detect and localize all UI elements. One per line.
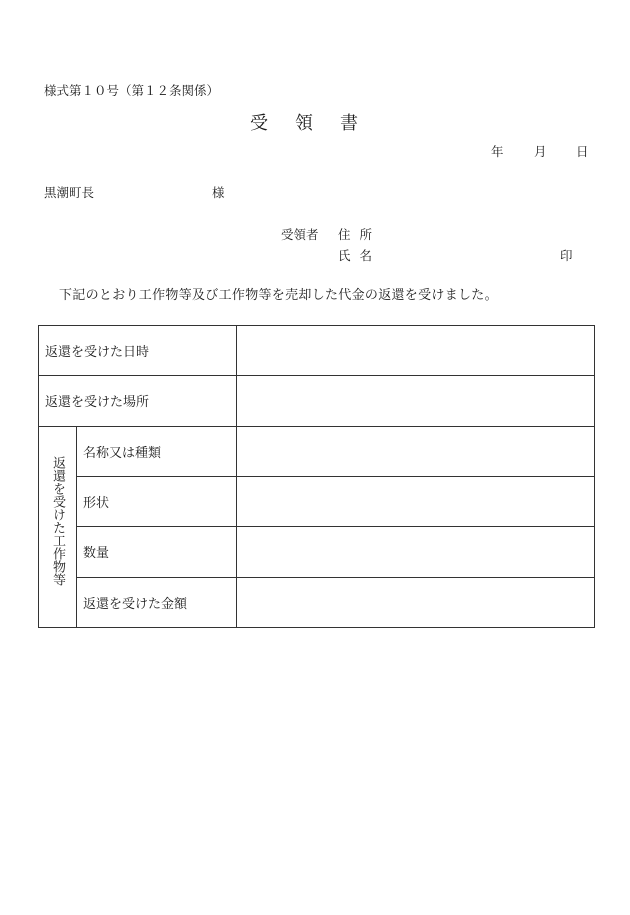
date-day-label: 日 <box>576 144 589 159</box>
table-row-place <box>39 376 595 426</box>
table-row-quantity <box>39 527 595 577</box>
receiver-label: 受領者 <box>281 227 319 242</box>
group-label-cell <box>39 426 77 627</box>
row-label-amount: 返還を受けた金額 <box>77 577 237 627</box>
table-row-shape <box>39 476 595 526</box>
return-details-table <box>38 325 595 628</box>
date-year-label: 年 <box>491 144 504 159</box>
address-label: 住所 <box>338 227 382 242</box>
value-place[interactable] <box>237 376 595 426</box>
group-label-vertical: 返還を受けた工作物等 <box>50 455 65 586</box>
date-month-label: 月 <box>534 144 547 159</box>
value-amount[interactable] <box>237 577 595 627</box>
table-row-amount <box>39 577 595 627</box>
statement-text: 下記のとおり工作物等及び工作物等を売却した代金の返還を受けました。 <box>59 288 498 303</box>
recipient-name: 黒潮町長 <box>44 185 95 200</box>
seal-mark: 印 <box>560 248 573 263</box>
value-quantity[interactable] <box>237 527 595 577</box>
table-row-item-name <box>39 426 595 476</box>
table-row-datetime <box>39 326 595 376</box>
row-label-quantity: 数量 <box>77 527 237 577</box>
form-number: 様式第１０号（第１２条関係） <box>44 83 220 98</box>
value-datetime[interactable] <box>237 326 595 376</box>
document-title: 受領書 <box>250 113 385 134</box>
value-shape[interactable] <box>237 476 595 526</box>
recipient-honorific: 様 <box>212 185 225 200</box>
row-label-datetime: 返還を受けた日時 <box>39 326 237 376</box>
row-label-item-name: 名称又は種類 <box>77 426 237 476</box>
value-item-name[interactable] <box>237 426 595 476</box>
row-label-place: 返還を受けた場所 <box>39 376 237 426</box>
name-label: 氏名 <box>338 248 382 263</box>
row-label-shape: 形状 <box>77 476 237 526</box>
